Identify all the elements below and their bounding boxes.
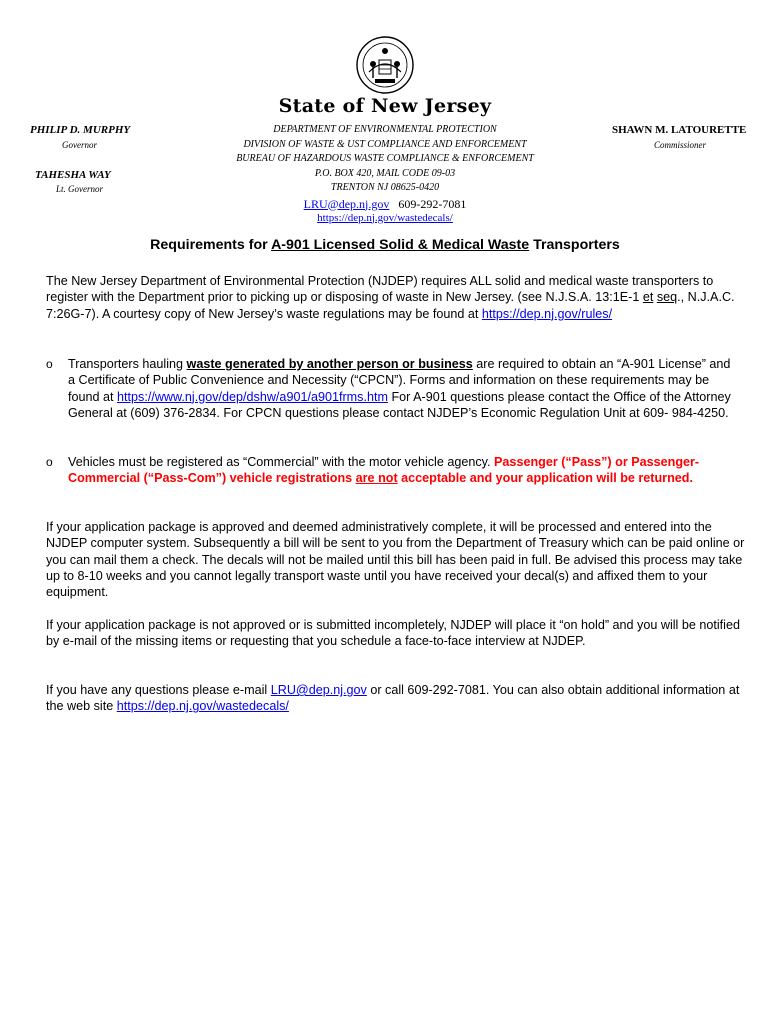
division-name: DIVISION OF WASTE & UST COMPLIANCE AND ENFORCEMENT [243,138,527,150]
email-link[interactable]: LRU@dep.nj.gov [303,196,390,211]
a901-forms-link[interactable]: https://www.nj.gov/dep/dshw/a901/a901frms.htm [117,389,388,404]
questions-paragraph: If you have any questions please e-mail LRU@dep.nj.gov or call 609-292-7081. You can also obtain additional information at the web site https://dep.nj.gov/wastedecals/ [46,683,740,714]
wastedecals-link[interactable]: https://dep.nj.gov/wastedecals/ [116,699,289,714]
department-address-block [200,123,570,225]
phone-number: 609-292-7081 [398,196,467,211]
rules-link[interactable]: https://dep.nj.gov/rules/ [481,306,613,321]
lt-governor-name: TAHESHA WAY [35,169,111,181]
website-link[interactable]: https://dep.nj.gov/wastedecals/ [317,211,453,224]
state-title: State of New Jersey [278,95,492,117]
contact-email-link[interactable]: LRU@dep.nj.gov [270,683,367,697]
bureau-name: BUREAU OF HAZARDOUS WASTE COMPLIANCE & ENFORCEMENT [236,153,534,164]
approved-paragraph: If your application package is approved and deemed administratively complete, it will be processed and entered into the NJDEP computer system. Subsequently a bill will be sent to you from the Department of Treasury which can be paid online or you can mail them a check. The decals will not be mailed until this bill has been paid in full. Be advised this process may take up to 8-10 weeks and you cannot legally transport waste until you have received your decal(s) and affixed them to your equipment. [46,520,745,600]
intro-paragraph: The New Jersey Department of Environmental Protection (NJDEP) requires ALL solid and medical waste transporters to register with the Department prior to picking up or disposing of waste in New Jersey. (see N.J.S.A. 13:1E-1 et seq., N.J.A.C. 7:26G-7). A courtesy copy of New Jersey’s waste regulations may be found at https://dep.nj.gov/rules/ [46,274,735,321]
contact-line [200,196,570,212]
document-title: Requirements for A-901 Licensed Solid & Medical Waste Transporters [150,237,620,253]
bullet-vehicle-text: Vehicles must be registered as “Commercial” with the motor vehicle agency. Passenger (“Pass”) or Passenger-Commercial (“Pass-Com”) vehicle registrations are not acceptable and your application will be returned. [68,455,700,486]
bullet-marker: o [46,455,53,469]
lt-governor-title: Lt. Governor [56,184,103,194]
commissioner-title: Commissioner [654,140,707,150]
bullet-marker: o [46,357,53,371]
website-line [200,212,570,225]
department-name: DEPARTMENT OF ENVIRONMENTAL PROTECTION [273,124,497,135]
on-hold-paragraph: If your application package is not approved or is submitted incompletely, NJDEP will place it “on hold” and you will be notified by e-mail of the missing items or requesting that you schedule a face-to-face interview at NJDEP. [46,618,740,649]
bullet-a901-text: Transporters hauling waste generated by another person or business are required to obtain an “A-901 License” and a Certificate of Public Convenience and Necessity (“CPCN”). Forms and information on these requirements may be found at https://www.nj.gov/dep/dshw/a901/a901frms.htm For A-901 questions please contact the Office of the Attorney General at (609) 376-2834. For CPCN questions please contact NJDEP’s Economic Regulation Unit at 609- 984-4250. [68,357,731,420]
city-line: TRENTON NJ 08625-0420 [330,182,440,193]
commissioner-name: SHAWN M. LATOURETTE [612,124,747,136]
po-box: P.O. BOX 420, MAIL CODE 09-03 [314,167,456,179]
governor-name: PHILIP D. MURPHY [30,124,131,136]
governor-title: Governor [62,140,97,150]
state-seal-icon [355,34,415,96]
